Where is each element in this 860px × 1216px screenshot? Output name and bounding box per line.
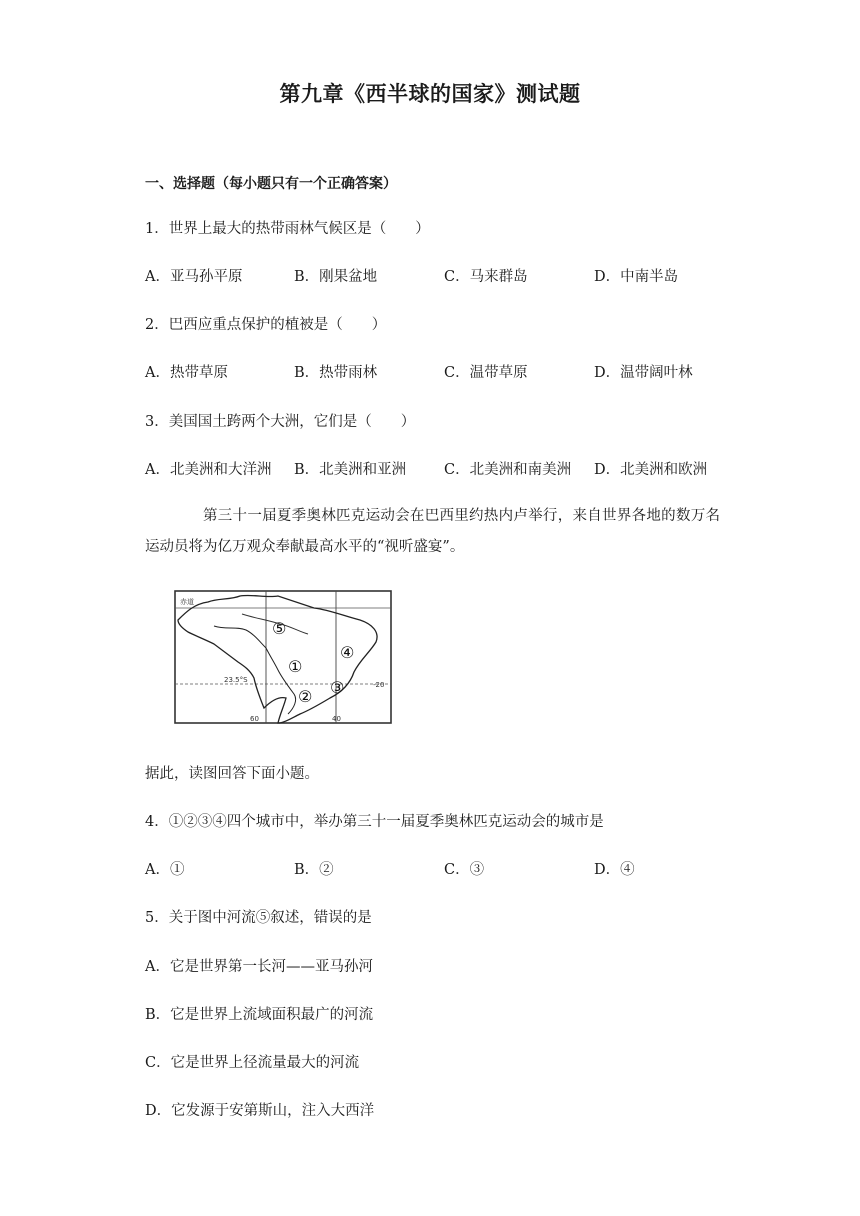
reading-passage: 第三十一届夏季奥林匹克运动会在巴西里约热内卢举行，来自世界各地的数万名运动员将为亿万观众奉献最高水平的“视听盛宴”。: [145, 508, 720, 555]
marker-1: ①: [288, 657, 303, 676]
question-5-option-d: D．它发源于安第斯山，注入大西洋: [145, 1103, 375, 1119]
brazil-map-figure: [174, 590, 392, 724]
question-2-option-b: B．热带雨林: [294, 365, 378, 381]
question-1-option-c: C．马来群岛: [444, 269, 528, 285]
question-5-option-b: B．它是世界上流域面积最广的河流: [145, 1007, 374, 1023]
question-2-option-a: A．热带草原: [145, 365, 228, 381]
question-1-stem: 1．世界上最大的热带雨林气候区是（ ）: [145, 221, 430, 237]
question-4-option-d: D．④: [594, 862, 635, 878]
question-2-option-d: D．温带阔叶林: [594, 365, 693, 381]
question-3-option-a: A．北美洲和大洋洲: [145, 462, 272, 478]
marker-5: ⑤: [272, 619, 287, 638]
question-3-stem: 3．美国国土跨两个大洲，它们是（ ）: [145, 414, 416, 430]
question-5-stem: 5．关于图中河流⑤叙述，错误的是: [145, 910, 372, 926]
question-5-option-c: C．它是世界上径流量最大的河流: [145, 1055, 360, 1071]
question-4-stem: 4．①②③④四个城市中，举办第三十一届夏季奥林匹克运动会的城市是: [145, 814, 604, 830]
question-1-option-d: D．中南半岛: [594, 269, 679, 285]
question-3-option-b: B．北美洲和亚洲: [294, 462, 407, 478]
question-2-stem: 2．巴西应重点保护的植被是（ ）: [145, 317, 387, 333]
question-1-option-a: A．亚马孙平原: [145, 269, 243, 285]
section-heading: 一、选择题（每小题只有一个正确答案）: [145, 176, 397, 192]
question-3-option-d: D．北美洲和欧洲: [594, 462, 708, 478]
equator-label: 赤道: [180, 598, 194, 606]
question-5-option-a: A．它是世界第一长河——亚马孙河: [145, 959, 373, 975]
marker-3: ③: [330, 678, 345, 697]
question-1-option-b: B．刚果盆地: [294, 269, 378, 285]
latitude-label: -20: [373, 681, 385, 689]
longitude-label-60: 60: [250, 715, 259, 723]
tropic-label: 23.5°S: [224, 676, 248, 684]
page-title: 第九章《西半球的国家》测试题: [279, 82, 581, 106]
brazil-map-svg: [174, 590, 392, 724]
marker-2: ②: [298, 687, 313, 706]
question-4-option-a: A．①: [145, 862, 185, 878]
question-4-option-b: B．②: [294, 862, 334, 878]
marker-4: ④: [340, 643, 355, 662]
instruction-text: 据此，读图回答下面小题。: [145, 766, 319, 782]
map-frame: [175, 591, 391, 723]
question-4-option-c: C．③: [444, 862, 485, 878]
longitude-label-40: 40: [332, 715, 341, 723]
question-3-option-c: C．北美洲和南美洲: [444, 462, 572, 478]
question-2-option-c: C．温带草原: [444, 365, 528, 381]
